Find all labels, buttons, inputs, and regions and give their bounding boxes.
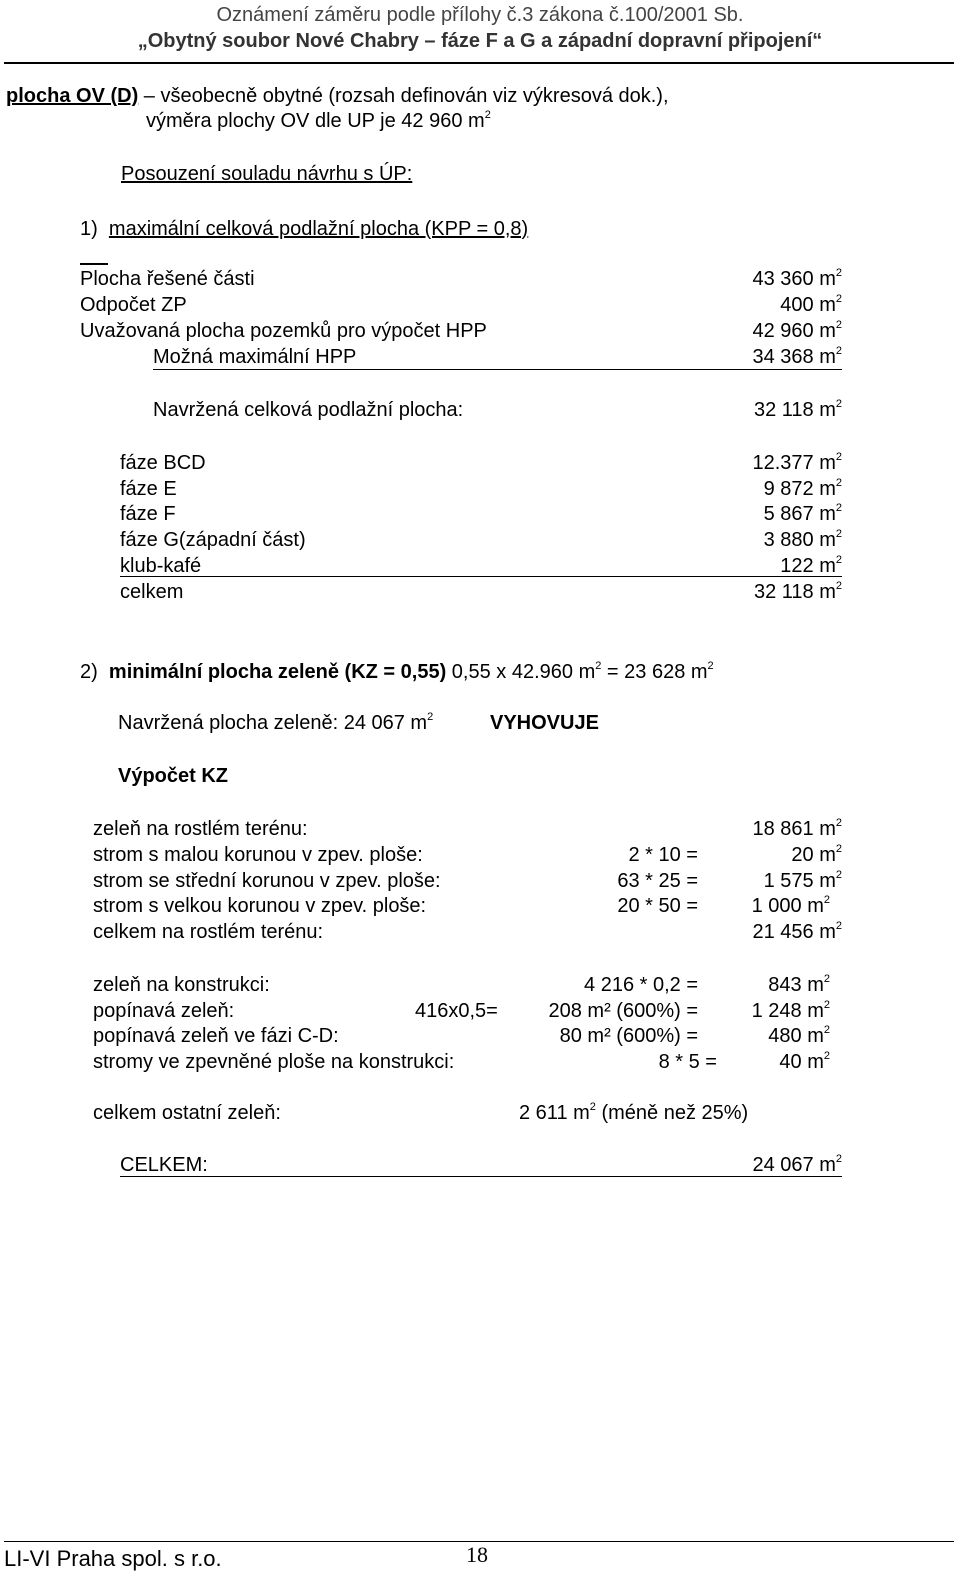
- phase-rule: [120, 576, 842, 577]
- kpp-short-rule: [80, 263, 108, 265]
- construction-formula-2: 80 m² (600%) =: [559, 1025, 698, 1047]
- terrain-value-3: 1 000 $m^2$: [751, 894, 830, 917]
- construction-formula-0: 4 216 * 0,2 =: [584, 974, 698, 996]
- phase-value-2: 5 867 $m^2$: [763, 502, 842, 525]
- terrain-label-1: strom s malou korunou v zpev. ploše:: [93, 844, 423, 866]
- total-label: CELKEM:: [120, 1154, 208, 1176]
- phase-label-5: celkem: [120, 581, 184, 603]
- kz-verdict: VYHOVUJE: [490, 712, 599, 734]
- kpp-label-0: Plocha řešené části: [80, 268, 255, 290]
- kz-heading: 2) minimální plocha zeleně (KZ = 0,55) 0,55 x 42.960 $m^2 = 23$ 628 $m^2$: [80, 660, 714, 683]
- terrain-formula-1: 2 * 10 =: [628, 844, 698, 866]
- construction-value-1: 1 248 $m^2$: [751, 999, 830, 1022]
- other-green-label: celkem ostatní zeleň:: [93, 1102, 281, 1124]
- construction-formula-3: 8 * 5 =: [658, 1051, 717, 1073]
- phase-label-3: fáze G(západní část): [120, 529, 306, 551]
- phase-label-1: fáze E: [120, 478, 177, 500]
- phase-label-0: fáze BCD: [120, 452, 206, 474]
- terrain-value-4: 21 456 $m^2$: [752, 920, 842, 943]
- terrain-label-4: celkem na rostlém terénu:: [93, 921, 324, 943]
- phase-label-4: klub-kafé: [120, 555, 202, 577]
- designed-floor-label: Navržená celková podlažní plocha:: [153, 399, 464, 421]
- terrain-formula-3: 20 * 50 =: [617, 895, 698, 917]
- phase-value-5: 32 118 $m^2$: [753, 580, 842, 603]
- kpp-value-1: 400 $m^2$: [780, 293, 842, 316]
- terrain-label-0: zeleň na rostlém terénu:: [93, 818, 308, 840]
- area-desc: – všeobecně obytné (rozsah definován viz výkresová dok.),: [138, 85, 669, 107]
- kz-designed: Navržená plocha zeleně: 24 067 $m^2$: [118, 711, 434, 734]
- kpp-label-1: Odpočet ZP: [80, 294, 187, 316]
- terrain-label-2: strom se střední korunou v zpev. ploše:: [93, 870, 441, 892]
- page-number: 18: [466, 1542, 488, 1567]
- header-rule: [4, 62, 954, 64]
- construction-value-3: 40 $m^2$: [779, 1050, 830, 1073]
- kpp-label-2: Uvažovaná plocha pozemků pro výpočet HPP: [80, 320, 487, 342]
- area-line: [6, 85, 669, 108]
- terrain-label-3: strom s velkou korunou v zpev. ploše:: [93, 895, 427, 917]
- phase-value-0: 12.377 $m^2$: [752, 451, 842, 474]
- kpp-label-3: Možná maximální HPP: [153, 346, 357, 368]
- construction-value-0: 843 $m^2$: [768, 973, 830, 996]
- construction-pre-1: 416x0,5=: [415, 1000, 498, 1022]
- kpp-value-3: 34 368 $m^2$: [752, 345, 842, 368]
- construction-label-0: zeleň na konstrukci:: [93, 974, 270, 996]
- total-value: 24 067 $m^2$: [752, 1153, 842, 1176]
- construction-formula-1: 208 m² (600%) =: [548, 1000, 698, 1022]
- other-green-value: 2 611 $m^2$ (méně než 25%): [519, 1101, 749, 1124]
- terrain-value-1: 20 $m^2$: [791, 843, 842, 866]
- construction-label-1: popínavá zeleň:: [93, 1000, 235, 1022]
- designed-floor-value: 32 118 $m^2$: [753, 398, 842, 421]
- kz-calc-title: Výpočet KZ: [118, 765, 229, 787]
- phase-value-3: 3 880 $m^2$: [763, 528, 842, 551]
- document-header-project: „Obytný soubor Nové Chabry – fáze F a G a západní dopravní připojení“: [137, 30, 823, 52]
- terrain-value-2: 1 575 $m^2$: [763, 869, 842, 892]
- area-size: výměra plochy OV dle UP je 42 960 $m^2$: [146, 109, 491, 132]
- construction-value-2: 480 $m^2$: [768, 1024, 830, 1047]
- kpp-value-2: 42 960 $m^2$: [752, 319, 842, 342]
- area-label: plocha OV (D): [6, 85, 139, 107]
- terrain-value-0: 18 861 $m^2$: [752, 817, 842, 840]
- footer-company: LI-VI Praha spol. s r.o.: [4, 1546, 222, 1571]
- terrain-formula-2: 63 * 25 =: [617, 870, 698, 892]
- phase-label-2: fáze F: [120, 503, 176, 525]
- section-title: Posouzení souladu návrhu s ÚP:: [121, 163, 413, 185]
- construction-label-3: stromy ve zpevněné ploše na konstrukci:: [93, 1051, 455, 1073]
- kpp-rule: [153, 369, 842, 370]
- construction-label-2: popínavá zeleň ve fázi C-D:: [93, 1025, 339, 1047]
- document-header-title: Oznámení záměru podle přílohy č.3 zákona č.100/2001 Sb.: [216, 4, 744, 26]
- kpp-value-0: 43 360 $m^2$: [752, 267, 842, 290]
- phase-value-1: 9 872 $m^2$: [763, 477, 842, 500]
- total-rule: [120, 1176, 842, 1177]
- phase-value-4: 122 $m^2$: [780, 554, 842, 577]
- kpp-heading: 1) maximální celková podlažní plocha (KPP = 0,8): [80, 218, 529, 240]
